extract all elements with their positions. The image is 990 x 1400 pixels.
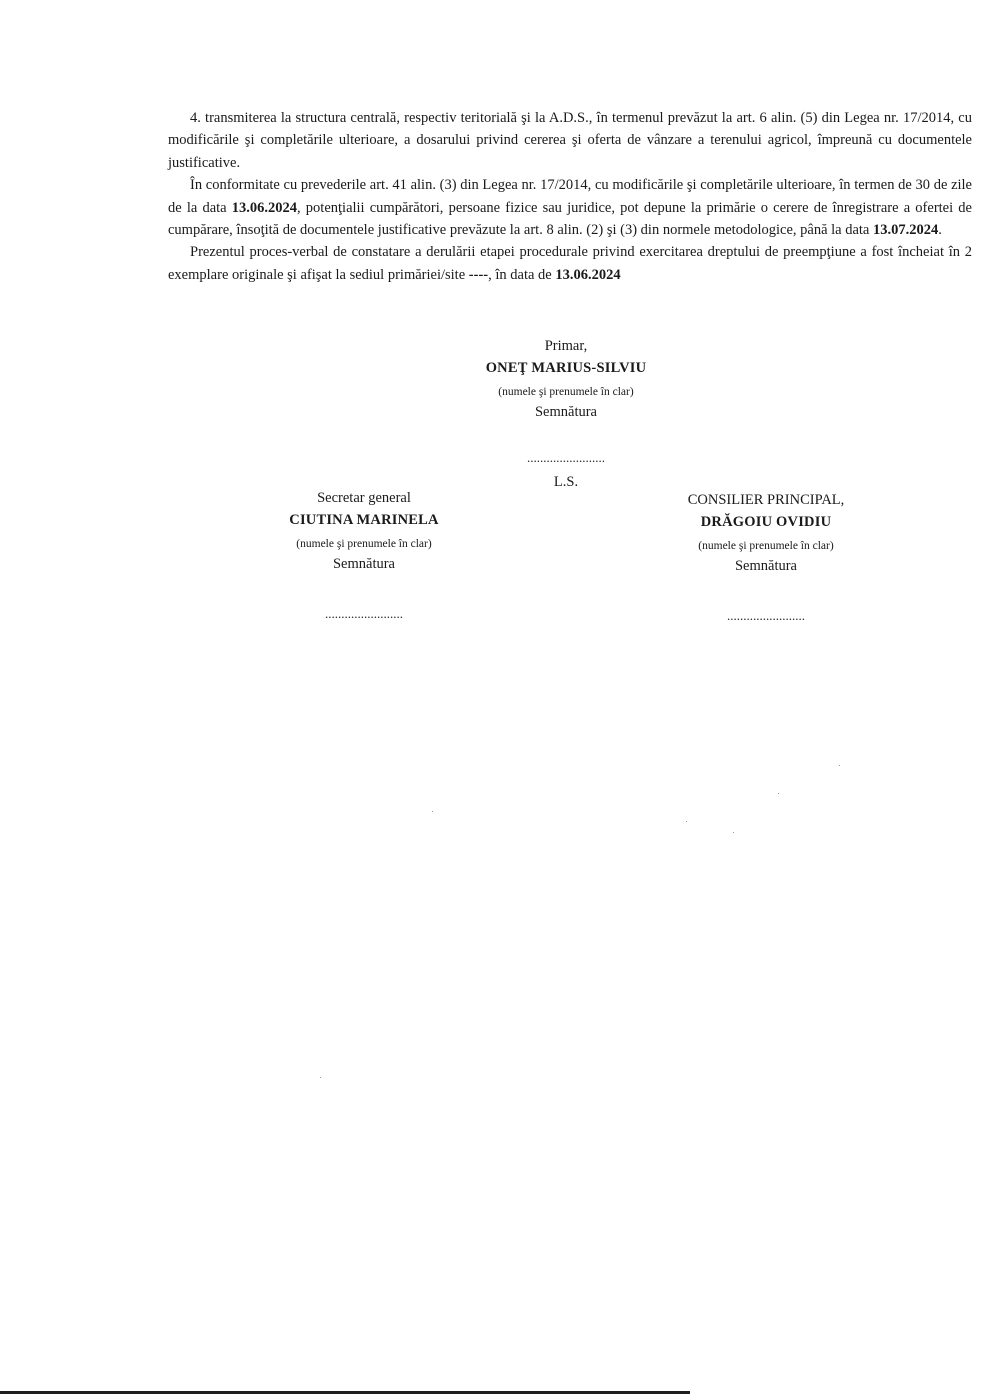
mayor-name-hint: (numele şi prenumele în clar) xyxy=(498,386,634,398)
paragraph-conformity xyxy=(168,174,972,241)
councillor-signature-block xyxy=(666,490,866,626)
paragraph-text: În conformitate cu prevederile art. 41 alin. (3) din Legea nr. 17/2014, cu modificările şi completările ulterioare, în termen de 30 de zile de la data xyxy=(168,177,972,216)
councillor-signature-line: ........................ xyxy=(727,608,805,623)
secretary-name-hint: (numele şi prenumele în clar) xyxy=(296,538,432,550)
secretary-signature-label: Semnătura xyxy=(332,556,395,572)
paragraph-text: , în data de xyxy=(488,266,556,283)
document-body xyxy=(168,107,972,286)
paragraph-closing xyxy=(168,241,972,286)
paragraph-transmission xyxy=(168,107,972,174)
mayor-role: Primar, xyxy=(544,338,588,354)
posting-date: 13.06.2024 xyxy=(555,266,621,283)
paragraph-text: , potenţialii cumpărători, persoane fizice sau juridice, pot depune la primărie o cerere de înregistrare a ofertei de cumpărare, însoţită de documentele justificative prevăzute la art. 8 alin. (2) şi (3) din normele metodologice, până la data xyxy=(168,199,972,239)
councillor-signature-label: Semnătura xyxy=(734,558,797,574)
mayor-signature-label: Semnătura xyxy=(534,404,597,420)
secretary-signature-block xyxy=(264,488,464,624)
paragraph-text: 4. transmiterea la structura centrală, respectiv teritorială şi la A.D.S., în termenul prevăzut la art. 6 alin. (5) din Legea nr. 17/2014, cu modificările şi completările ulterioare, a dosarului privind cererea şi oferta de vânzare a terenului agricol, împreună cu documentele justificative. xyxy=(168,110,972,171)
councillor-name-hint: (numele şi prenumele în clar) xyxy=(698,540,834,552)
secretary-signature-line: ........................ xyxy=(325,606,403,621)
councillor-name: DRĂGOIU OVIDIU xyxy=(700,514,832,530)
secretary-name: CIUTINA MARINELA xyxy=(289,512,439,528)
seal-placeholder: L.S. xyxy=(553,474,579,490)
deadline-date: 13.07.2024 xyxy=(873,222,939,239)
mayor-signature-block xyxy=(466,336,666,492)
secretary-role: Secretar general xyxy=(317,490,411,506)
mayor-name: ONEŢ MARIUS-SILVIU xyxy=(485,360,647,376)
mayor-signature-line: ........................ xyxy=(527,450,605,465)
councillor-role: CONSILIER PRINCIPAL, xyxy=(687,492,845,508)
paragraph-text: Prezentul proces-verbal de constatare a derulării etapei procedurale privind exercitarea dreptului de preempţiune a fost încheiat în 2 exemplare originale şi afişat la sediul primăriei/site xyxy=(168,244,972,283)
page-bottom-rule xyxy=(0,1391,690,1394)
site-placeholder: ---- xyxy=(468,266,489,283)
start-date: 13.06.2024 xyxy=(231,199,298,216)
paragraph-text: . xyxy=(938,222,942,239)
